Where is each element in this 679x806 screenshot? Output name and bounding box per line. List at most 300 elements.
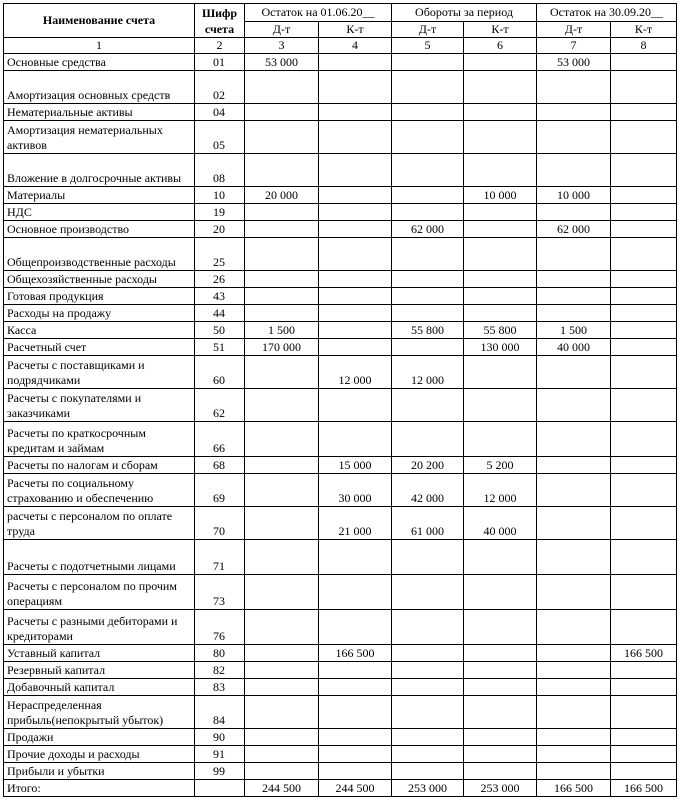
table-row [4, 662, 677, 679]
table-row [4, 645, 677, 662]
turnover-debit-cell [392, 121, 464, 154]
account-code: 84 [195, 696, 245, 729]
opening-debit-cell [245, 422, 319, 457]
account-name: Расчеты с поставщиками и подрядчиками [4, 356, 195, 389]
closing-debit-cell [537, 288, 611, 305]
turnover-credit-cell [464, 221, 537, 238]
table-row [4, 322, 677, 339]
total-row [4, 780, 677, 797]
table-header [4, 4, 677, 54]
turnover-credit-cell [464, 540, 537, 575]
opening-debit-cell [245, 356, 319, 389]
closing-credit-cell [611, 662, 677, 679]
turnover-credit-cell: 40 000 [464, 507, 537, 540]
turnover-debit-cell [392, 187, 464, 204]
column-number: 7 [537, 38, 611, 54]
closing-credit-cell [611, 610, 677, 645]
turnover-credit-cell [464, 389, 537, 422]
turnover-credit-cell: 12 000 [464, 474, 537, 507]
header-code: Шифр счета [195, 4, 245, 38]
account-name: Нераспределенная прибыль(непокрытый убыток) [4, 696, 195, 729]
opening-debit-cell: 1 500 [245, 322, 319, 339]
header-debit: Д-т [245, 22, 319, 38]
opening-credit-cell [319, 422, 392, 457]
account-name: Расчеты по краткосрочным кредитам и займам [4, 422, 195, 457]
header-debit: Д-т [537, 22, 611, 38]
table-row [4, 540, 677, 575]
closing-debit-cell [537, 457, 611, 474]
closing-debit-cell [537, 121, 611, 154]
turnover-credit-cell [464, 610, 537, 645]
turnover-credit-cell [464, 645, 537, 662]
opening-credit-cell [319, 187, 392, 204]
opening-credit-cell: 30 000 [319, 474, 392, 507]
account-code: 43 [195, 288, 245, 305]
closing-debit-cell [537, 746, 611, 763]
turnover-debit-cell [392, 71, 464, 104]
turnover-debit-cell [392, 763, 464, 780]
turnover-debit-cell [392, 540, 464, 575]
header-turnover: Обороты за период [392, 4, 537, 22]
column-number: 6 [464, 38, 537, 54]
turnover-debit-cell [392, 305, 464, 322]
closing-credit-cell [611, 54, 677, 71]
account-code: 19 [195, 204, 245, 221]
total-label: Итого: [4, 780, 195, 797]
opening-debit-cell [245, 746, 319, 763]
account-code: 82 [195, 662, 245, 679]
turnover-debit-cell: 20 200 [392, 457, 464, 474]
closing-debit-cell [537, 662, 611, 679]
turnover-debit-cell [392, 645, 464, 662]
header-debit: Д-т [392, 22, 464, 38]
turnover-debit-cell [392, 271, 464, 288]
turnover-credit-cell [464, 729, 537, 746]
turnover-debit-cell: 62 000 [392, 221, 464, 238]
opening-credit-cell [319, 54, 392, 71]
closing-credit-cell [611, 154, 677, 187]
opening-credit-cell [319, 339, 392, 356]
turnover-credit-cell [464, 575, 537, 610]
account-code: 08 [195, 154, 245, 187]
header-closing-balance: Остаток на 30.09.20__ [537, 4, 677, 22]
opening-debit-cell [245, 679, 319, 696]
turnover-debit-cell [392, 104, 464, 121]
closing-credit-cell [611, 422, 677, 457]
account-name: Вложение в долгосрочные активы [4, 154, 195, 187]
table-row [4, 238, 677, 271]
column-number: 1 [4, 38, 195, 54]
opening-credit-cell [319, 238, 392, 271]
turnover-debit-cell [392, 422, 464, 457]
opening-debit-cell: 53 000 [245, 54, 319, 71]
account-name: Общепроизводственные расходы [4, 238, 195, 271]
turnover-credit-cell [464, 746, 537, 763]
account-code: 66 [195, 422, 245, 457]
turnover-debit-cell [392, 154, 464, 187]
account-name: Расчеты по социальному страхованию и обеспечению [4, 474, 195, 507]
account-code: 62 [195, 389, 245, 422]
turnover-credit-cell [464, 679, 537, 696]
closing-credit-cell [611, 271, 677, 288]
turnover-debit-cell: 42 000 [392, 474, 464, 507]
account-code: 80 [195, 645, 245, 662]
account-code: 70 [195, 507, 245, 540]
opening-credit-cell [319, 154, 392, 187]
account-code: 01 [195, 54, 245, 71]
column-number: 2 [195, 38, 245, 54]
account-code: 76 [195, 610, 245, 645]
closing-credit-cell [611, 763, 677, 780]
table-row [4, 474, 677, 507]
total-opening-debit: 244 500 [245, 780, 319, 797]
opening-debit-cell [245, 645, 319, 662]
account-code: 44 [195, 305, 245, 322]
table-row [4, 679, 677, 696]
closing-debit-cell [537, 679, 611, 696]
table-row [4, 507, 677, 540]
opening-credit-cell [319, 221, 392, 238]
table-row [4, 271, 677, 288]
closing-credit-cell [611, 679, 677, 696]
opening-debit-cell [245, 610, 319, 645]
account-code: 73 [195, 575, 245, 610]
opening-credit-cell [319, 121, 392, 154]
opening-credit-cell [319, 71, 392, 104]
closing-credit-cell [611, 204, 677, 221]
turnover-credit-cell [464, 154, 537, 187]
opening-debit-cell [245, 121, 319, 154]
turnover-debit-cell [392, 575, 464, 610]
table-row [4, 422, 677, 457]
closing-debit-cell [537, 238, 611, 271]
opening-debit-cell [245, 71, 319, 104]
account-name: Амортизация нематериальных активов [4, 121, 195, 154]
turnover-credit-cell [464, 271, 537, 288]
opening-debit-cell: 170 000 [245, 339, 319, 356]
closing-credit-cell [611, 71, 677, 104]
opening-credit-cell [319, 271, 392, 288]
turnover-credit-cell: 130 000 [464, 339, 537, 356]
account-code: 99 [195, 763, 245, 780]
opening-debit-cell [245, 729, 319, 746]
closing-credit-cell [611, 575, 677, 610]
closing-debit-cell [537, 305, 611, 322]
turnover-debit-cell [392, 54, 464, 71]
opening-credit-cell: 166 500 [319, 645, 392, 662]
turnover-credit-cell [464, 305, 537, 322]
turnover-debit-cell [392, 662, 464, 679]
closing-debit-cell [537, 71, 611, 104]
table-row [4, 575, 677, 610]
table-row [4, 356, 677, 389]
closing-debit-cell [537, 271, 611, 288]
closing-debit-cell [537, 474, 611, 507]
table-row [4, 389, 677, 422]
closing-credit-cell [611, 221, 677, 238]
total-opening-credit: 244 500 [319, 780, 392, 797]
turnover-credit-cell: 55 800 [464, 322, 537, 339]
turnover-debit-cell [392, 204, 464, 221]
account-code: 10 [195, 187, 245, 204]
opening-credit-cell [319, 746, 392, 763]
closing-debit-cell: 62 000 [537, 221, 611, 238]
turnover-credit-cell [464, 356, 537, 389]
table-body [4, 54, 677, 780]
opening-credit-cell [319, 662, 392, 679]
opening-credit-cell [319, 288, 392, 305]
table-row [4, 71, 677, 104]
opening-credit-cell [319, 763, 392, 780]
table-row [4, 121, 677, 154]
turnover-credit-cell [464, 238, 537, 271]
account-name: Расходы на продажу [4, 305, 195, 322]
account-name: НДС [4, 204, 195, 221]
closing-credit-cell [611, 322, 677, 339]
opening-credit-cell [319, 575, 392, 610]
table-row [4, 696, 677, 729]
closing-credit-cell: 166 500 [611, 645, 677, 662]
opening-credit-cell [319, 679, 392, 696]
closing-credit-cell [611, 104, 677, 121]
closing-credit-cell [611, 474, 677, 507]
account-code: 26 [195, 271, 245, 288]
opening-credit-cell [319, 305, 392, 322]
account-name: Расчетный счет [4, 339, 195, 356]
opening-debit-cell [245, 104, 319, 121]
closing-credit-cell [611, 121, 677, 154]
opening-debit-cell [245, 575, 319, 610]
turnover-credit-cell [464, 422, 537, 457]
opening-debit-cell [245, 238, 319, 271]
turnover-debit-cell [392, 288, 464, 305]
closing-debit-cell [537, 204, 611, 221]
account-name: Готовая продукция [4, 288, 195, 305]
closing-credit-cell [611, 457, 677, 474]
closing-debit-cell [537, 610, 611, 645]
turnover-debit-cell: 55 800 [392, 322, 464, 339]
opening-credit-cell [319, 729, 392, 746]
header-credit: К-т [319, 22, 392, 38]
account-name: Расчеты с подотчетными лицами [4, 540, 195, 575]
account-code: 68 [195, 457, 245, 474]
table-row [4, 187, 677, 204]
opening-debit-cell [245, 221, 319, 238]
opening-credit-cell: 15 000 [319, 457, 392, 474]
turnover-credit-cell: 10 000 [464, 187, 537, 204]
turnover-debit-cell [392, 746, 464, 763]
total-closing-debit: 166 500 [537, 780, 611, 797]
closing-debit-cell [537, 540, 611, 575]
opening-debit-cell [245, 474, 319, 507]
account-name: Уставный капитал [4, 645, 195, 662]
account-code: 90 [195, 729, 245, 746]
account-code: 50 [195, 322, 245, 339]
closing-debit-cell [537, 104, 611, 121]
account-code: 83 [195, 679, 245, 696]
table-row [4, 305, 677, 322]
closing-debit-cell [537, 507, 611, 540]
turnover-debit-cell [392, 339, 464, 356]
table-row [4, 610, 677, 645]
turnover-credit-cell [464, 288, 537, 305]
account-name: Добавочный капитал [4, 679, 195, 696]
opening-credit-cell [319, 389, 392, 422]
total-turnover-debit: 253 000 [392, 780, 464, 797]
opening-credit-cell: 12 000 [319, 356, 392, 389]
total-turnover-credit: 253 000 [464, 780, 537, 797]
closing-credit-cell [611, 389, 677, 422]
account-code: 69 [195, 474, 245, 507]
account-name: Общехозяйственные расходы [4, 271, 195, 288]
table-row [4, 104, 677, 121]
total-code [195, 780, 245, 797]
opening-debit-cell [245, 457, 319, 474]
table-row [4, 204, 677, 221]
closing-credit-cell [611, 238, 677, 271]
account-code: 05 [195, 121, 245, 154]
turnover-credit-cell [464, 662, 537, 679]
account-code: 71 [195, 540, 245, 575]
turnover-credit-cell [464, 204, 537, 221]
column-numbers-row [4, 38, 677, 54]
closing-debit-cell [537, 645, 611, 662]
trial-balance-table [3, 3, 677, 797]
table-row [4, 729, 677, 746]
table-row [4, 288, 677, 305]
closing-debit-cell [537, 763, 611, 780]
turnover-credit-cell: 5 200 [464, 457, 537, 474]
account-name: Основное производство [4, 221, 195, 238]
account-name: Материалы [4, 187, 195, 204]
turnover-credit-cell [464, 54, 537, 71]
account-code: 51 [195, 339, 245, 356]
opening-credit-cell [319, 696, 392, 729]
table-row [4, 763, 677, 780]
turnover-debit-cell [392, 389, 464, 422]
account-name: Расчеты по налогам и сборам [4, 457, 195, 474]
closing-credit-cell [611, 356, 677, 389]
account-name: Касса [4, 322, 195, 339]
account-name: Расчеты с разными дебиторами и кредиторами [4, 610, 195, 645]
closing-credit-cell [611, 696, 677, 729]
closing-debit-cell: 40 000 [537, 339, 611, 356]
closing-debit-cell [537, 389, 611, 422]
opening-debit-cell [245, 540, 319, 575]
closing-credit-cell [611, 288, 677, 305]
account-name: Основные средства [4, 54, 195, 71]
account-code: 20 [195, 221, 245, 238]
header-credit: К-т [611, 22, 677, 38]
account-name: Нематериальные активы [4, 104, 195, 121]
closing-debit-cell [537, 575, 611, 610]
header-opening-balance: Остаток на 01.06.20__ [245, 4, 392, 22]
account-name: Амортизация основных средств [4, 71, 195, 104]
account-name: Резервный капитал [4, 662, 195, 679]
account-name: расчеты с персоналом по оплате труда [4, 507, 195, 540]
opening-debit-cell [245, 271, 319, 288]
table-row [4, 746, 677, 763]
account-code: 25 [195, 238, 245, 271]
closing-debit-cell [537, 729, 611, 746]
turnover-debit-cell [392, 696, 464, 729]
turnover-debit-cell [392, 729, 464, 746]
opening-debit-cell [245, 305, 319, 322]
column-number: 5 [392, 38, 464, 54]
column-number: 3 [245, 38, 319, 54]
opening-debit-cell [245, 204, 319, 221]
opening-debit-cell: 20 000 [245, 187, 319, 204]
closing-debit-cell [537, 154, 611, 187]
turnover-debit-cell [392, 238, 464, 271]
turnover-debit-cell [392, 610, 464, 645]
opening-debit-cell [245, 507, 319, 540]
closing-credit-cell [611, 305, 677, 322]
header-credit: К-т [464, 22, 537, 38]
closing-debit-cell: 53 000 [537, 54, 611, 71]
opening-debit-cell [245, 763, 319, 780]
closing-debit-cell [537, 422, 611, 457]
header-account-name: Наименование счета [4, 4, 195, 38]
turnover-credit-cell [464, 763, 537, 780]
closing-debit-cell: 1 500 [537, 322, 611, 339]
account-code: 04 [195, 104, 245, 121]
turnover-credit-cell [464, 104, 537, 121]
closing-credit-cell [611, 187, 677, 204]
opening-credit-cell [319, 104, 392, 121]
closing-debit-cell [537, 356, 611, 389]
closing-credit-cell [611, 746, 677, 763]
account-code: 91 [195, 746, 245, 763]
opening-credit-cell [319, 204, 392, 221]
turnover-credit-cell [464, 71, 537, 104]
account-name: Прочие доходы и расходы [4, 746, 195, 763]
closing-debit-cell [537, 696, 611, 729]
account-code: 60 [195, 356, 245, 389]
table-row [4, 54, 677, 71]
column-number: 8 [611, 38, 677, 54]
turnover-credit-cell [464, 121, 537, 154]
opening-debit-cell [245, 288, 319, 305]
opening-debit-cell [245, 696, 319, 729]
account-name: Расчеты с персоналом по прочим операциям [4, 575, 195, 610]
account-name: Расчеты с покупателями и заказчиками [4, 389, 195, 422]
closing-debit-cell: 10 000 [537, 187, 611, 204]
opening-credit-cell [319, 322, 392, 339]
turnover-debit-cell [392, 679, 464, 696]
total-closing-credit: 166 500 [611, 780, 677, 797]
turnover-debit-cell: 12 000 [392, 356, 464, 389]
column-number: 4 [319, 38, 392, 54]
account-code: 02 [195, 71, 245, 104]
opening-credit-cell [319, 540, 392, 575]
opening-credit-cell: 21 000 [319, 507, 392, 540]
opening-debit-cell [245, 389, 319, 422]
account-name: Прибыли и убытки [4, 763, 195, 780]
opening-credit-cell [319, 610, 392, 645]
account-name: Продажи [4, 729, 195, 746]
table-row [4, 154, 677, 187]
opening-debit-cell [245, 662, 319, 679]
table-row [4, 457, 677, 474]
turnover-credit-cell [464, 696, 537, 729]
turnover-debit-cell: 61 000 [392, 507, 464, 540]
closing-credit-cell [611, 729, 677, 746]
closing-credit-cell [611, 339, 677, 356]
closing-credit-cell [611, 507, 677, 540]
closing-credit-cell [611, 540, 677, 575]
opening-debit-cell [245, 154, 319, 187]
